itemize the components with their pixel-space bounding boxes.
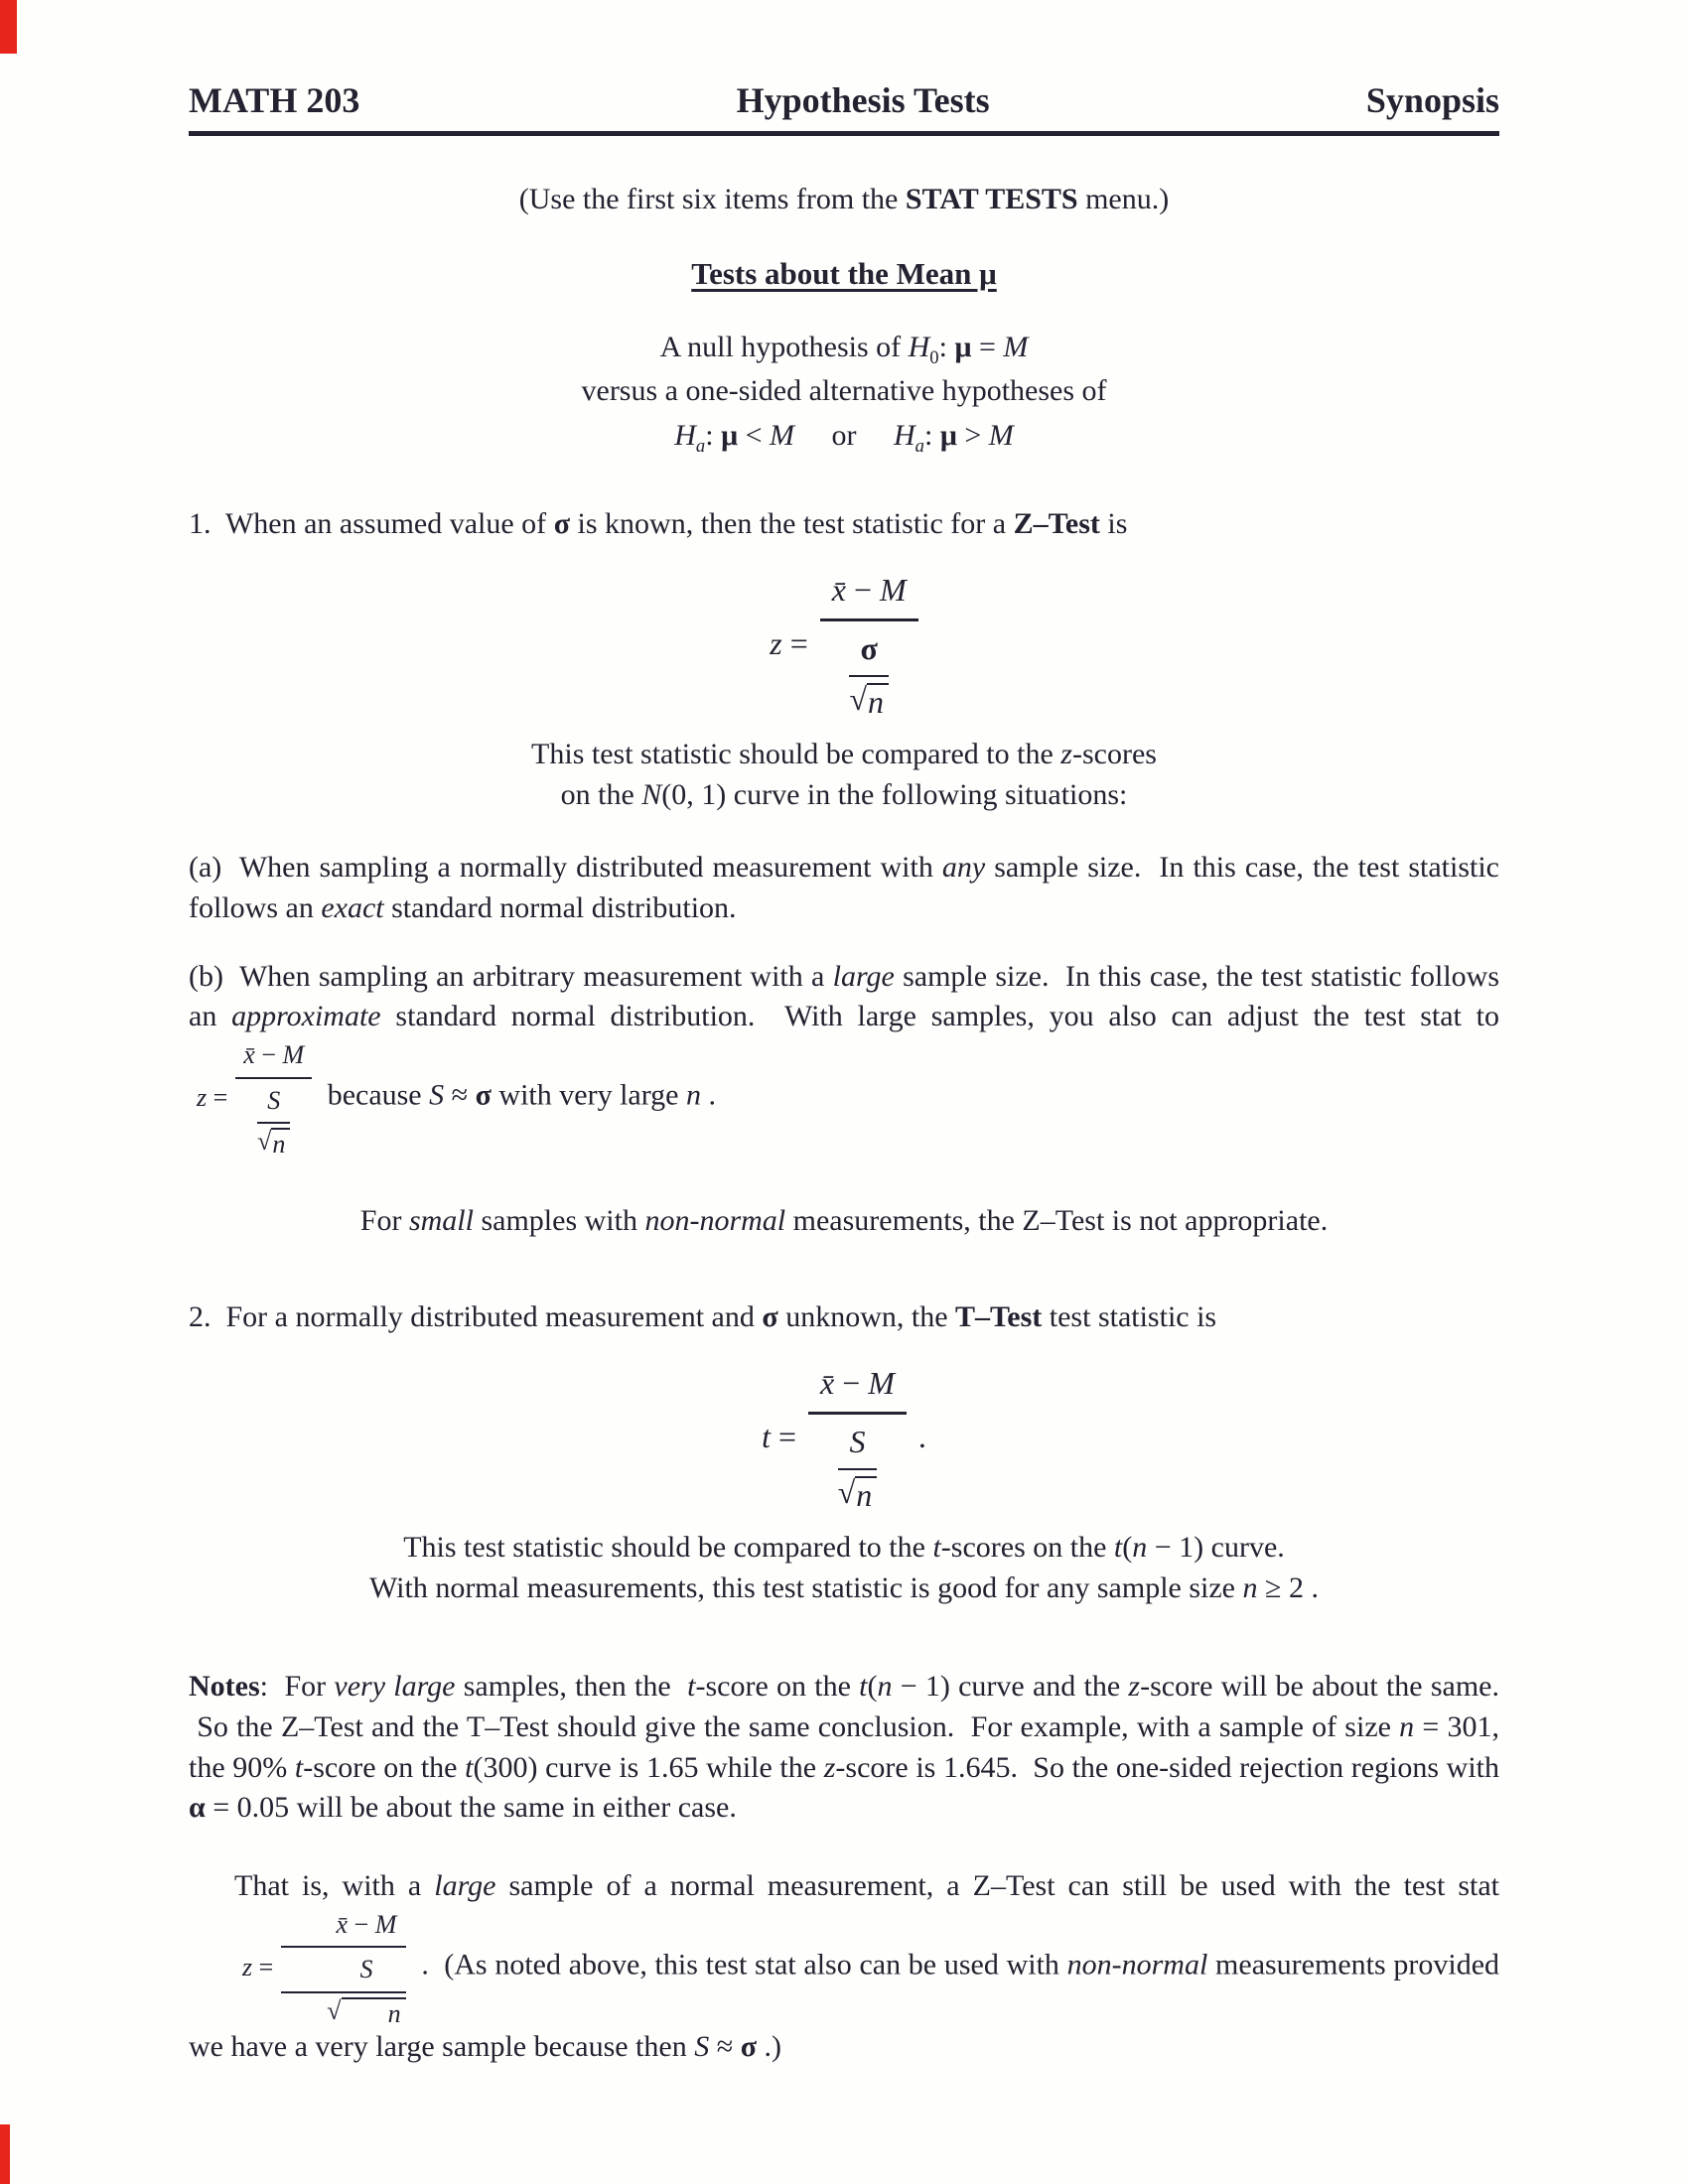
inner-numerator: S <box>281 1952 405 1992</box>
page-title: Hypothesis Tests <box>736 80 990 120</box>
null-hypothesis-line: A null hypothesis of $H_0$: μ = M <box>659 330 1029 368</box>
t-compare-line-1: This test statistic should be compared to the t-scores on the t(n − 1) curve. <box>403 1531 1285 1565</box>
fraction-numerator: x̄ − M <box>820 569 918 622</box>
scan-artifact-top-left <box>0 0 17 54</box>
adjusted-z-formula <box>197 1037 312 1158</box>
versus-line: versus a one-sided alternative hypotheses of <box>581 374 1107 408</box>
inner-denominator <box>838 1470 878 1513</box>
fraction-denominator <box>808 1415 907 1512</box>
formula-lhs: z = <box>770 624 808 661</box>
inner-fraction <box>849 627 889 719</box>
radical-sign: √ <box>257 1126 272 1156</box>
small-samples-note: For small samples with non-normal measurements, the Z–Test is not appropriate. <box>359 1204 1329 1238</box>
inner-numerator: S <box>257 1083 290 1124</box>
formula-lhs: t = <box>762 1418 797 1454</box>
compare-line-1: This test statistic should be compared to the z-scores <box>531 738 1157 771</box>
case-b-text-before: (b) When sampling an arbitrary measurement with a large sample size. In this case, the test statistic follows an approximate standard normal distribution. With large samples, you also can adjust the test stat to <box>189 959 1499 1033</box>
square-root <box>837 1473 878 1513</box>
formula-lhs: z = <box>197 1082 228 1112</box>
scan-artifact-bottom-left <box>0 2124 10 2184</box>
radical-argument: n <box>271 1128 290 1158</box>
formula-lhs: z = <box>242 1952 274 1981</box>
section-title: Tests about the Mean μ <box>691 256 997 292</box>
fraction <box>808 1362 907 1513</box>
formula-tail: . <box>917 1418 926 1454</box>
inner-denominator <box>849 677 889 720</box>
inner-denominator <box>257 1124 290 1158</box>
radical-sign: √ <box>849 680 868 717</box>
fraction <box>235 1037 312 1158</box>
case-a-paragraph: (a) When sampling a normally distributed measurement with any sample size. In this case, the test statistic follows an exact standard normal distribution. <box>189 850 1499 924</box>
square-root <box>849 680 889 720</box>
fraction <box>820 569 918 720</box>
t-test-formula <box>189 1362 1499 1513</box>
compare-line-2: on the N(0, 1) curve in the following situations: <box>560 778 1128 812</box>
fraction <box>281 1907 405 2027</box>
case-b-paragraph <box>189 957 1499 1159</box>
radical-argument: n <box>867 683 889 720</box>
fraction-numerator: x̄ − M <box>281 1907 405 1948</box>
radical-sign: √ <box>327 1995 342 2025</box>
item-2-lead: 2. For a normally distributed measurement and σ unknown, the T–Test test statistic is <box>189 1299 1217 1333</box>
inner-numerator: S <box>838 1421 878 1470</box>
document-header <box>189 81 1499 121</box>
square-root <box>257 1128 290 1158</box>
fraction-numerator: x̄ − M <box>808 1362 907 1416</box>
item-1-lead: 1. When an assumed value of σ is known, then the test statistic for a Z–Test is <box>189 506 1128 540</box>
course-code: MATH 203 <box>189 80 360 120</box>
radical-argument: n <box>855 1476 877 1513</box>
case-b-text-after: because S ≈ σ with very large n . <box>327 1078 716 1112</box>
inner-fraction <box>838 1421 878 1512</box>
header-rule <box>189 131 1499 136</box>
inner-denominator <box>281 1993 405 2027</box>
fraction-denominator <box>235 1079 312 1159</box>
fraction-denominator <box>820 621 918 719</box>
closing-z-formula <box>197 1907 406 2027</box>
radical-sign: √ <box>837 1473 856 1510</box>
closing-paragraph <box>189 1866 1499 2068</box>
inner-fraction <box>257 1083 290 1159</box>
alternative-hypotheses-line: $H_a$: μ < M or $H_a$: μ > M <box>674 419 1014 458</box>
header-synopsis-label: Synopsis <box>1365 80 1499 120</box>
t-compare-line-2: With normal measurements, this test statistic is good for any sample size n ≥ 2 . <box>369 1571 1319 1605</box>
fraction-numerator: x̄ − M <box>235 1037 312 1078</box>
fraction-denominator <box>281 1948 405 2027</box>
inner-numerator: σ <box>849 627 889 677</box>
z-test-formula <box>189 569 1499 720</box>
inner-fraction <box>281 1952 405 2027</box>
square-root <box>281 1997 405 2027</box>
closing-text-before: That is, with a large sample of a normal measurement, a Z–Test can still be used with the test stat <box>234 1869 1499 1903</box>
closing-text-after: . (As noted above, this test stat also can be used with non-normal measurements provided we have a very large sample because then S ≈ σ .) <box>189 1948 1500 2063</box>
notes-paragraph: Notes: For very large samples, then the t-score on the t(n − 1) curve and the z-score will be about the same. So the Z–Test and the T–Test should give the same conclusion. For example, with a sample of size n = 301, the 90% t-score on the t(300) curve is 1.65 while the z-score is 1.645. So the one-sided rejection regions with α = 0.05 will be about the same in either case. <box>189 1669 1500 1825</box>
menu-note: (Use the first six items from the STAT TESTS menu.) <box>518 182 1170 215</box>
radical-argument: n <box>342 1997 406 2027</box>
